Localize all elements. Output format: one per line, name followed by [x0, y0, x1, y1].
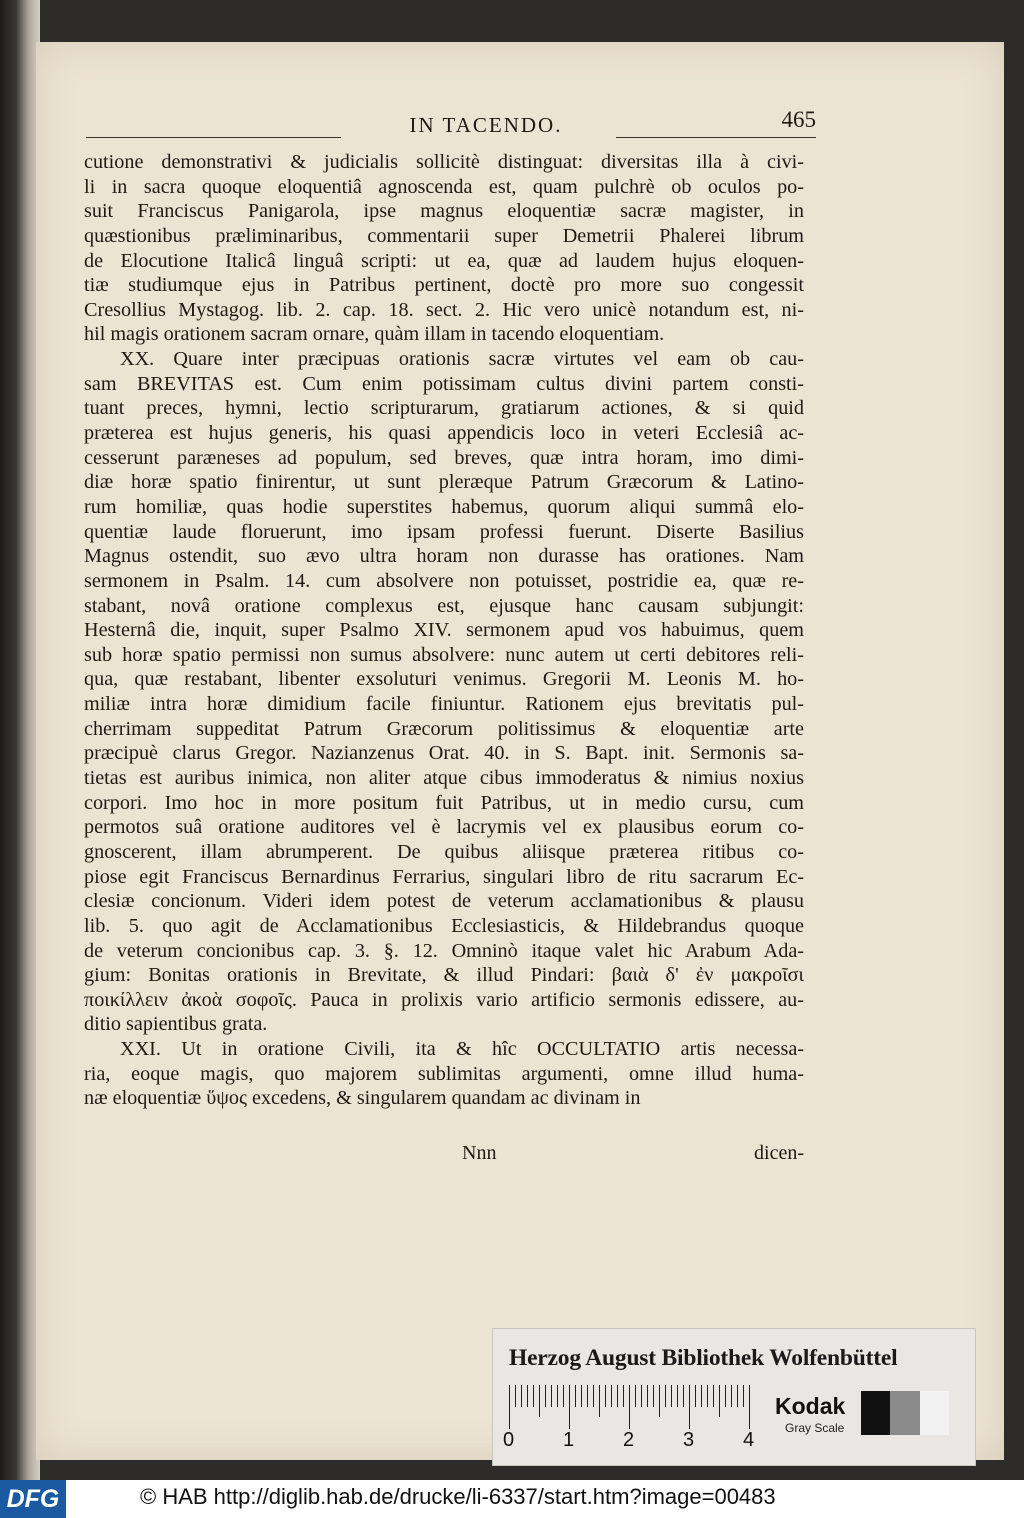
text-line: cutione demonstrativi & judicialis sollicitè distinguat: diversitas illa à civi-	[84, 151, 804, 173]
gray-swatch	[920, 1391, 949, 1435]
text-line: XXI. Ut in oratione Civili, ita & hîc OCCULTATIO artis necessa-	[120, 1038, 804, 1061]
header-rule-right	[616, 137, 816, 138]
text-line: sermonem in Psalm. 14. cum absolvere non potuisset, postridie ea, quæ re-	[84, 569, 804, 592]
ruler-number: 0	[503, 1429, 515, 1451]
text-line: XX. Quare inter præcipuas orationis sacræ virtutes vel eam ob cau-	[120, 348, 804, 371]
text-line: ditio sapientibus grata.	[84, 1013, 268, 1036]
ruler-tick	[611, 1385, 612, 1407]
ruler-tick	[575, 1385, 576, 1407]
ruler-tick	[647, 1385, 648, 1407]
ruler-scale	[509, 1385, 761, 1429]
text-line: quentiæ laude floruerunt, imo ipsam professi fuerunt. Diserte Basilius	[84, 520, 804, 543]
text-line: miliæ intra horæ dimidium facile finiuntur. Rationem ejus brevitatis pul-	[84, 693, 804, 716]
ruler-tick	[623, 1385, 624, 1407]
ruler-tick	[719, 1385, 720, 1417]
ruler-number: 1	[563, 1429, 575, 1451]
gray-scale-label: Gray Scale	[785, 1421, 845, 1435]
ruler-tick	[581, 1385, 582, 1407]
kodak-logo: Kodak	[775, 1393, 846, 1419]
text-line: de Elocutione Italicâ linguâ scripti: ut ea, quæ ad laudem hujus eloquen-	[84, 249, 804, 272]
text-line: piose egit Franciscus Bernardinus Ferrarius, singulari libro de ritu sacrarum Ec-	[84, 865, 804, 888]
ruler-tick	[599, 1385, 600, 1417]
ruler-tick	[677, 1385, 678, 1407]
text-line: Hesternâ die, inquit, super Psalmo XIV. sermonem apud vos habuimus, quem	[84, 619, 804, 642]
catchword-line	[84, 1142, 804, 1168]
book-binding-edge	[0, 0, 40, 1480]
text-line: ποικίλλειν ἀκοὰ σοφοῖς. Pauca in prolixis vario artificio sermonis edissere, au-	[84, 988, 804, 1011]
ruler-tick	[653, 1385, 654, 1407]
text-line: tiæ studiumque ejus in Patribus pertinent, doctè pro more suo congessit	[84, 274, 804, 297]
text-line: diæ horæ spatio finirentur, ut sunt pleræque Patrum Græcorum & Latino-	[84, 471, 804, 494]
ruler-tick	[695, 1385, 696, 1407]
ruler-tick	[587, 1385, 588, 1407]
text-line: Magnus ostendit, suo ævo ultra horam non durasse has orationes. Nam	[84, 545, 804, 568]
ruler-tick	[737, 1385, 738, 1407]
ruler-tick	[557, 1385, 558, 1407]
ruler-tick	[545, 1385, 546, 1407]
text-line: permotos suâ oratione auditores vel è lacrymis vel ex plausibus eorum co-	[84, 816, 804, 839]
ruler-tick	[743, 1385, 744, 1407]
ruler-tick	[635, 1385, 636, 1407]
text-line: clesiæ concionum. Videri idem potest de veterum acclamationibus & plausu	[84, 890, 804, 913]
ruler-tick	[707, 1385, 708, 1407]
ruler-tick	[659, 1385, 660, 1417]
text-line: lib. 5. quo agit de Acclamationibus Ecclesiasticis, & Hildebrandus quoque	[84, 914, 804, 937]
ruler-tick	[731, 1385, 732, 1407]
ruler-tick	[683, 1385, 684, 1407]
ruler-number: 2	[623, 1429, 635, 1451]
ruler-tick	[569, 1385, 570, 1429]
ruler-tick	[749, 1385, 750, 1429]
text-line: næ eloquentiæ ὕψος excedens, & singularem quandam ac divinam in	[84, 1087, 641, 1110]
running-title: IN TACENDO.	[409, 113, 563, 137]
text-line: de veterum concionibus cap. 3. §. 12. Omninò itaque valet hic Arabum Ada-	[84, 939, 804, 962]
ruler-tick	[605, 1385, 606, 1407]
header-rule-left	[86, 137, 341, 138]
ruler-tick	[617, 1385, 618, 1407]
gray-swatch	[861, 1391, 890, 1435]
ruler-numbers	[503, 1429, 763, 1453]
text-line: præterea est hujus generis, his quasi appendicis loco in veteri Ecclesiâ ac-	[84, 422, 804, 445]
text-line: sam BREVITAS est. Cum enim potissimam cultus divini partem consti-	[84, 372, 804, 395]
ruler-tick	[533, 1385, 534, 1407]
ruler-number: 4	[743, 1429, 755, 1451]
ruler-tick	[689, 1385, 690, 1429]
text-line: stabant, novâ oratione complexus est, ejusque hanc causam subjungit:	[84, 594, 804, 617]
text-line: cherrimam suppeditat Patrum Græcorum politissimus & eloquentiæ arte	[84, 717, 804, 740]
text-line: Cresollius Mystagog. lib. 2. cap. 18. sect. 2. Hic vero unicè notandum est, ni-	[84, 298, 804, 321]
page-number: 465	[781, 107, 816, 132]
ruler-tick	[539, 1385, 540, 1417]
text-line: quæstionibus præliminaribus, commentarii super Demetrii Phalerei librum	[84, 224, 804, 247]
library-name: Herzog August Bibliothek Wolfenbüttel	[509, 1345, 898, 1371]
ruler-tick	[527, 1385, 528, 1407]
dfg-logo: DFG	[0, 1480, 66, 1518]
ruler-tick	[665, 1385, 666, 1407]
copyright-link[interactable]: © HAB http://diglib.hab.de/drucke/li-6337/start.htm?image=00483	[140, 1484, 776, 1509]
text-line: hil magis orationem sacram ornare, quàm illam in tacendo eloquentiam.	[84, 323, 665, 346]
ruler-tick	[671, 1385, 672, 1407]
text-line: gnoscerent, illam abrumperent. De quibus aliisque præterea ritibus co-	[84, 840, 804, 863]
ruler-tick	[509, 1385, 510, 1429]
signature-mark: Nnn	[462, 1142, 497, 1164]
text-line: sub horæ spatio permissi non sumus absolvere: nunc autem ut certi debitores reli-	[84, 643, 804, 666]
catchword: dicen-	[754, 1142, 804, 1164]
text-line: cesserunt paræneses ad populum, sed breves, quæ intra horam, imo dimi-	[84, 446, 804, 469]
text-line: rum homiliæ, quas hodie superstites habemus, quorum aliqui summâ elo-	[84, 495, 804, 518]
ruler-tick	[515, 1385, 516, 1407]
ruler-tick	[629, 1385, 630, 1429]
body-text	[84, 150, 804, 1111]
gray-swatch	[890, 1391, 919, 1435]
ruler-tick	[713, 1385, 714, 1407]
ruler-tick	[725, 1385, 726, 1407]
library-color-card	[492, 1328, 976, 1466]
text-line: gium: Bonitas orationis in Brevitate, & illud Pindari: βαιὰ δ' ἐν μακροῖσι	[84, 964, 804, 987]
ruler-number: 3	[683, 1429, 695, 1451]
running-header	[86, 107, 816, 143]
ruler-tick	[701, 1385, 702, 1407]
text-line: tietas est auribus inimica, non aliter atque cibus immoderatus & nimius noxius	[84, 767, 804, 790]
gray-scale-swatches	[861, 1391, 949, 1435]
text-line: corpori. Imo hoc in more positum fuit Patribus, ut in medio cursu, cum	[84, 791, 804, 814]
ruler-tick	[593, 1385, 594, 1407]
text-line: suit Franciscus Panigarola, ipse magnus eloquentiæ sacræ magister, in	[84, 200, 804, 223]
text-line: li in sacra quoque eloquentiâ agnoscenda est, quam pulchrè ob oculos po-	[84, 175, 804, 198]
text-line: qua, quæ restabant, libenter exsoluturi venimus. Gregorii M. Leonis M. ho-	[84, 668, 804, 691]
text-line: tuant preces, hymni, lectio scripturarum, gratiarum actiones, & si quid	[84, 397, 804, 420]
ruler-tick	[521, 1385, 522, 1407]
text-line: præcipuè clarus Gregor. Nazianzenus Orat. 40. in S. Bapt. init. Sermonis sa-	[84, 742, 804, 765]
ruler-tick	[641, 1385, 642, 1407]
text-line: ria, eoque magis, quo majorem sublimitas argumenti, omne illud huma-	[84, 1062, 804, 1085]
ruler-tick	[551, 1385, 552, 1407]
ruler-tick	[563, 1385, 564, 1407]
